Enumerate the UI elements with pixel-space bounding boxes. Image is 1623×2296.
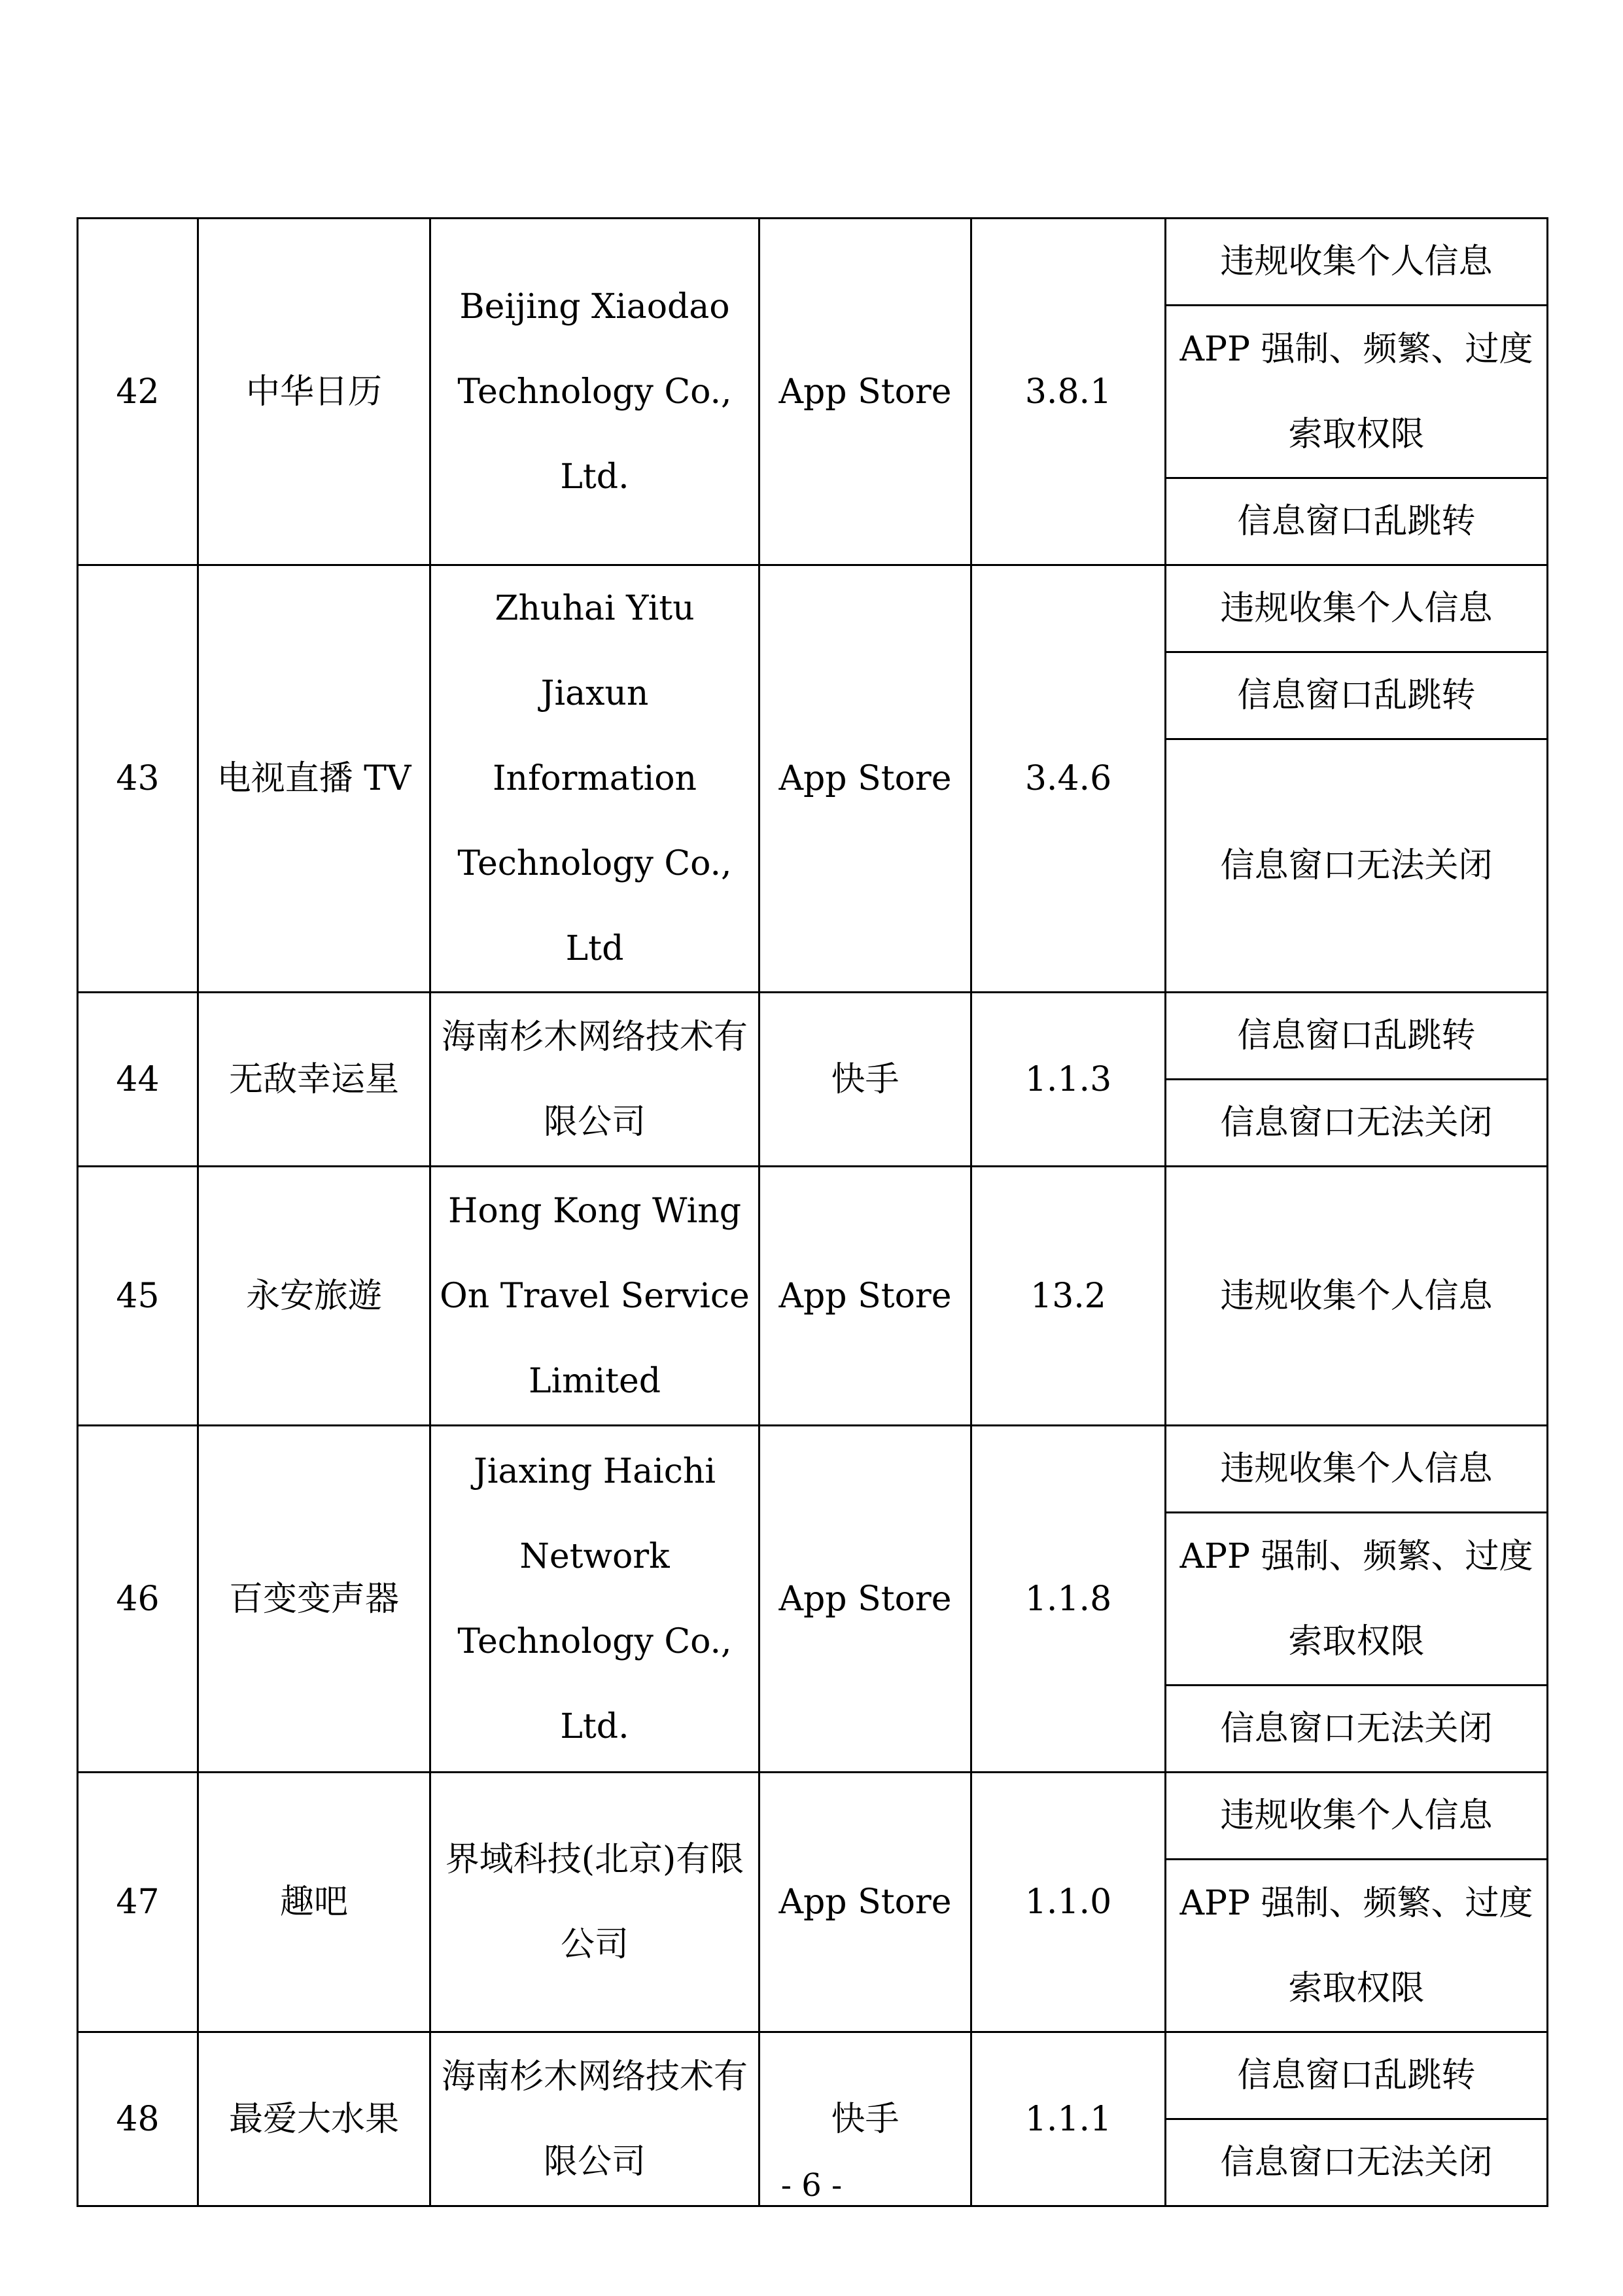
issue-cell: 信息窗口乱跳转 bbox=[1166, 993, 1548, 1080]
app-version: 3.8.1 bbox=[971, 219, 1166, 565]
table-row bbox=[78, 1773, 1548, 1860]
app-name: 无敌幸运星 bbox=[198, 993, 430, 1167]
app-version: 1.1.1 bbox=[971, 2032, 1166, 2206]
row-number: 46 bbox=[78, 1426, 198, 1773]
developer: Zhuhai Yitu Jiaxun Information Technology Co., Ltd bbox=[430, 565, 759, 993]
issue-cell: 违规收集个人信息 bbox=[1166, 1426, 1548, 1513]
table-row bbox=[78, 2032, 1548, 2119]
app-version: 1.1.0 bbox=[971, 1773, 1166, 2032]
app-name: 最爱大水果 bbox=[198, 2032, 430, 2206]
app-name: 趣吧 bbox=[198, 1773, 430, 2032]
app-store: App Store bbox=[759, 1773, 971, 2032]
app-store: App Store bbox=[759, 565, 971, 993]
app-version: 1.1.3 bbox=[971, 993, 1166, 1167]
issue-cell: 违规收集个人信息 bbox=[1166, 219, 1548, 306]
app-version: 13.2 bbox=[971, 1167, 1166, 1426]
issue-cell: 信息窗口乱跳转 bbox=[1166, 652, 1548, 739]
app-name: 电视直播 TV bbox=[198, 565, 430, 993]
issue-cell: 信息窗口乱跳转 bbox=[1166, 2032, 1548, 2119]
row-number: 43 bbox=[78, 565, 198, 993]
app-store: App Store bbox=[759, 219, 971, 565]
app-store: App Store bbox=[759, 1426, 971, 1773]
issue-cell: APP 强制、频繁、过度索取权限 bbox=[1166, 306, 1548, 478]
page-number: - 6 - bbox=[780, 2167, 843, 2204]
table-row bbox=[78, 1167, 1548, 1253]
app-violation-table bbox=[77, 217, 1548, 2207]
row-number: 44 bbox=[78, 993, 198, 1167]
issue-cell: 信息窗口无法关闭 bbox=[1166, 1686, 1548, 1773]
developer: 海南杉木网络技术有限公司 bbox=[430, 993, 759, 1167]
developer: Jiaxing Haichi Network Technology Co., Ltd. bbox=[430, 1426, 759, 1773]
row-number: 42 bbox=[78, 219, 198, 565]
developer: Beijing Xiaodao Technology Co., Ltd. bbox=[430, 219, 759, 565]
app-version: 3.4.6 bbox=[971, 565, 1166, 993]
app-name: 百变变声器 bbox=[198, 1426, 430, 1773]
table-row bbox=[78, 1426, 1548, 1513]
issue-cell: 信息窗口无法关闭 bbox=[1166, 2119, 1548, 2206]
row-number: 48 bbox=[78, 2032, 198, 2206]
app-version: 1.1.8 bbox=[971, 1426, 1166, 1773]
developer: 界域科技(北京)有限公司 bbox=[430, 1773, 759, 2032]
table-row bbox=[78, 219, 1548, 306]
issue-cell: APP 强制、频繁、过度索取权限 bbox=[1166, 1513, 1548, 1686]
app-store: 快手 bbox=[759, 993, 971, 1167]
issue-cell: 信息窗口乱跳转 bbox=[1166, 478, 1548, 565]
issue-cell: 违规收集个人信息 bbox=[1166, 1773, 1548, 1860]
issue-cell: 信息窗口无法关闭 bbox=[1166, 1080, 1548, 1167]
issue-cell: 信息窗口无法关闭 bbox=[1166, 739, 1548, 993]
issue-cell: APP 强制、频繁、过度索取权限 bbox=[1166, 1860, 1548, 2032]
issue-cell: 违规收集个人信息 bbox=[1166, 565, 1548, 652]
row-number: 47 bbox=[78, 1773, 198, 2032]
issue-cell: 违规收集个人信息 bbox=[1166, 1167, 1548, 1426]
developer: 海南杉木网络技术有限公司 bbox=[430, 2032, 759, 2206]
app-name: 永安旅遊 bbox=[198, 1167, 430, 1426]
table-row bbox=[78, 565, 1548, 652]
table-row bbox=[78, 993, 1548, 1080]
app-store: 快手 bbox=[759, 2032, 971, 2206]
app-name: 中华日历 bbox=[198, 219, 430, 565]
app-store: App Store bbox=[759, 1167, 971, 1426]
developer: Hong Kong Wing On Travel Service Limited bbox=[430, 1167, 759, 1426]
row-number: 45 bbox=[78, 1167, 198, 1426]
